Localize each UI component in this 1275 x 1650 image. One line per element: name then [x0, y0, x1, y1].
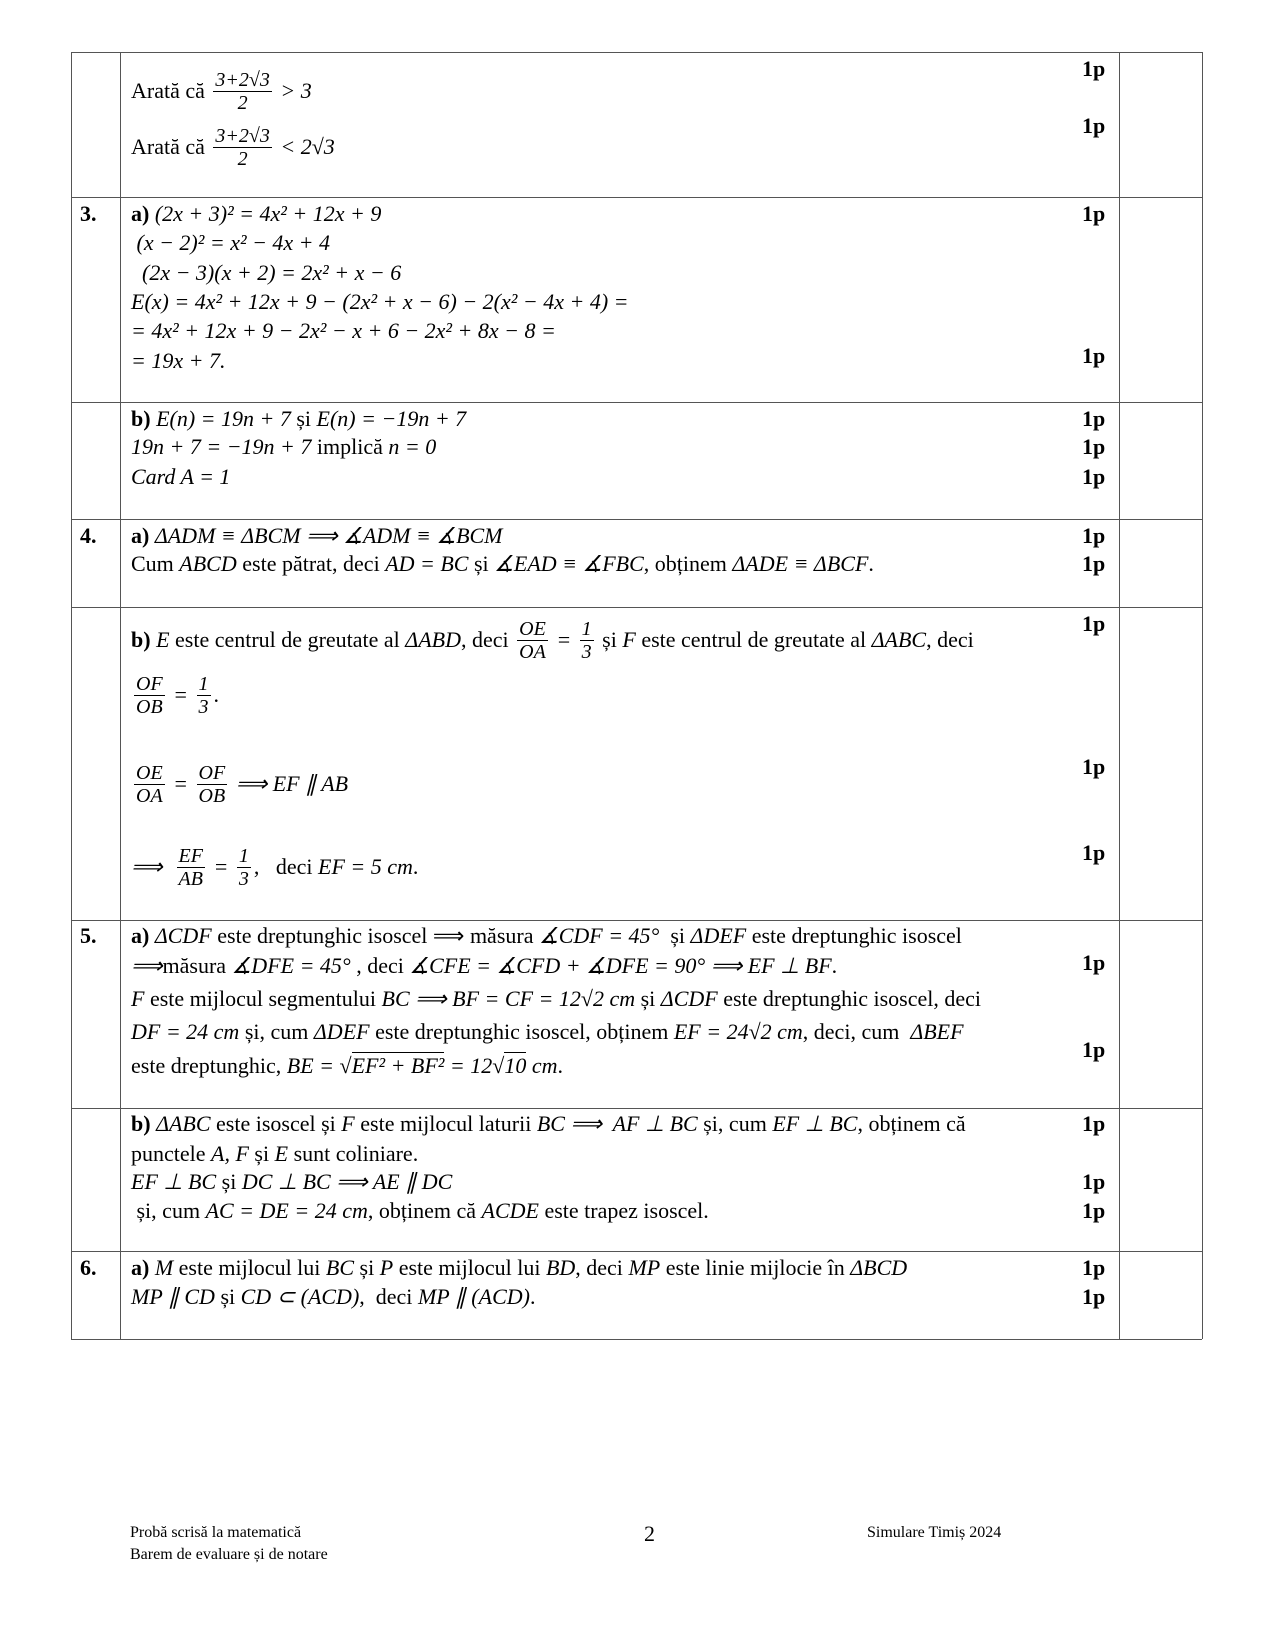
text: punctele	[131, 1141, 212, 1166]
solution-line	[131, 287, 629, 317]
solution-line	[131, 1017, 964, 1047]
text: și	[635, 986, 661, 1011]
math-expression: ΔABC	[156, 1111, 211, 1136]
text: este mijlocul lui	[173, 1255, 326, 1280]
text: .	[529, 1284, 536, 1309]
math-expression: > 3	[274, 78, 312, 103]
fraction-numerator: 1	[238, 844, 249, 867]
fraction-numerator: OF	[198, 761, 226, 784]
text: este dreptunghic,	[131, 1053, 287, 1078]
math-expression: BC ⟹ AF ⊥ BC	[536, 1111, 698, 1136]
points-label: 1p	[1082, 950, 1106, 975]
points-label: 1p	[1082, 551, 1106, 576]
text: și	[214, 1284, 241, 1309]
math-expression: ΔADE ≡ ΔBCF	[732, 551, 869, 576]
fraction	[197, 762, 228, 807]
fraction-numerator: OF	[136, 672, 163, 695]
text: , deci	[460, 627, 515, 652]
table-border	[71, 1339, 1202, 1340]
solution-line	[131, 761, 349, 807]
math-expression: F	[341, 1111, 355, 1136]
math-expression: =	[207, 854, 234, 879]
solution-line	[131, 549, 874, 579]
solution-line	[131, 462, 230, 492]
text: este mijlocul laturii	[354, 1111, 537, 1136]
text: , deci, cum	[802, 1019, 911, 1044]
subpoint-label: b)	[131, 1111, 157, 1136]
text: , deci	[575, 1255, 629, 1280]
points-label: 1p	[1082, 1169, 1106, 1194]
math-expression: ∡EAD ≡ ∡FBC	[494, 551, 644, 576]
points-label: 1p	[1082, 56, 1106, 81]
math-expression: = 4x² + 12x + 9 − 2x² − x + 6 − 2x² + 8x − 8 =	[131, 318, 556, 343]
row-divider	[71, 402, 1202, 403]
item-number: 3.	[80, 201, 97, 226]
solution-line	[131, 617, 974, 663]
text: , deci	[253, 854, 318, 879]
fraction-denominator: AB	[178, 867, 203, 890]
math-expression: ΔBEF	[910, 1019, 964, 1044]
solution-line	[131, 844, 419, 890]
text: este dreptunghic isoscel ⟹ măsura	[211, 923, 539, 948]
text: este dreptunghic isoscel, obținem	[369, 1019, 674, 1044]
solution-line	[131, 1167, 452, 1197]
fraction-numerator: OE	[519, 617, 546, 640]
math-expression: (2x − 3)(x + 2) = 2x² + x − 6	[131, 260, 402, 285]
math-expression: MP	[628, 1255, 661, 1280]
text: și	[216, 1169, 242, 1194]
points-label: 1p	[1082, 464, 1106, 489]
item-number: 5.	[80, 923, 97, 948]
fraction	[213, 69, 271, 114]
points-label: 1p	[1082, 1284, 1106, 1309]
solution-line	[131, 316, 556, 346]
solution-line	[131, 404, 466, 434]
solution-line	[131, 921, 962, 951]
fraction	[237, 845, 251, 890]
points-label: 1p	[1082, 201, 1106, 226]
math-expression: =	[167, 682, 194, 707]
text: este trapez isoscel.	[538, 1198, 709, 1223]
points-label: 1p	[1082, 523, 1106, 548]
subpoint-label: a)	[131, 1255, 155, 1280]
math-expression: ΔDEF	[313, 1019, 370, 1044]
radicand: 10	[504, 1053, 527, 1078]
math-expression: MP ∥ CD	[131, 1284, 215, 1309]
row-divider	[71, 519, 1202, 520]
solution-line	[131, 1109, 966, 1139]
text: este centrul de greutate al	[169, 627, 406, 652]
math-expression: EF ⊥ BC	[131, 1169, 217, 1194]
text: și, cum	[697, 1111, 773, 1136]
fraction-denominator: 3	[198, 695, 209, 718]
math-expression: ⟹	[131, 854, 174, 879]
subpoint-label: a)	[131, 523, 155, 548]
math-expression: P	[379, 1255, 394, 1280]
solution-line	[131, 124, 335, 170]
solution-line	[131, 1139, 418, 1169]
fraction-denominator: OA	[136, 784, 163, 807]
subpoint-label: b)	[131, 406, 157, 431]
math-expression: Card A = 1	[131, 464, 231, 489]
points-label: 1p	[1082, 434, 1106, 459]
math-expression: A, F	[211, 1141, 249, 1166]
solution-line	[131, 984, 981, 1014]
radical-sign-icon: √	[492, 1053, 505, 1078]
math-expression: BD	[545, 1255, 576, 1280]
column-divider	[1119, 52, 1120, 1339]
math-expression: ΔCDF	[660, 986, 718, 1011]
item-number: 4.	[80, 523, 97, 548]
solution-line	[131, 672, 220, 718]
fraction-denominator: 2	[237, 147, 248, 170]
solution-line	[131, 432, 436, 462]
fraction-denominator: OB	[198, 784, 226, 807]
points-label: 1p	[1082, 1037, 1106, 1062]
math-expression: M	[154, 1255, 174, 1280]
math-expression: (x − 2)² = x² − 4x + 4	[131, 230, 331, 255]
math-expression: 19n + 7 = −19n + 7	[131, 434, 312, 459]
text: este centrul de greutate al	[635, 627, 872, 652]
math-expression: ⟹ EF ∥ AB	[230, 771, 349, 796]
points-label: 1p	[1082, 343, 1106, 368]
column-divider	[120, 52, 121, 1339]
points-label: 1p	[1082, 611, 1106, 636]
solution-line	[131, 1282, 535, 1312]
math-expression: E(x) = 4x² + 12x + 9 − (2x² + x − 6) − 2(x² − 4x + 4) =	[131, 289, 629, 314]
solution-line	[131, 1051, 563, 1081]
row-divider	[71, 197, 1202, 198]
text: și	[354, 1255, 380, 1280]
text: este dreptunghic isoscel, deci	[717, 986, 982, 1011]
fraction-numerator: 3+2√3	[215, 124, 270, 147]
fraction	[213, 125, 271, 170]
math-expression: DC ⊥ BC ⟹ AE ∥ DC	[241, 1169, 453, 1194]
math-expression: ACDE	[481, 1198, 539, 1223]
math-expression: ΔBCD	[850, 1255, 908, 1280]
text: , deci	[359, 1284, 418, 1309]
math-expression: F	[622, 627, 636, 652]
fraction-denominator: OB	[136, 695, 163, 718]
math-expression: ⟹	[131, 953, 163, 978]
fraction-denominator: 2	[237, 91, 248, 114]
math-expression: EF = 24√2 cm	[673, 1019, 803, 1044]
fraction-numerator: 1	[581, 617, 592, 640]
text: este mijlocul lui	[393, 1255, 546, 1280]
math-expression: AD = BC	[385, 551, 469, 576]
math-expression: E(n) = −19n + 7	[316, 406, 467, 431]
radical-sign-icon: √	[339, 1053, 352, 1078]
subpoint-label: b)	[131, 627, 157, 652]
math-expression: EF ⊥ BC	[772, 1111, 858, 1136]
math-expression: = 19x + 7.	[131, 348, 226, 373]
item-number: 6.	[80, 1255, 97, 1280]
solution-line	[131, 258, 401, 288]
math-expression: E(n) = 19n + 7	[156, 406, 291, 431]
points-label: 1p	[1082, 1111, 1106, 1136]
solution-line	[131, 1253, 907, 1283]
math-expression: =	[167, 771, 194, 796]
text: , obținem că	[367, 1198, 482, 1223]
math-expression: n = 0	[388, 434, 437, 459]
text: și, cum	[131, 1198, 206, 1223]
text: este dreptunghic isoscel	[746, 923, 962, 948]
text: Arată că	[131, 134, 211, 159]
text: este pătrat, deci	[236, 551, 386, 576]
math-expression: CD ⊂ (ACD)	[240, 1284, 360, 1309]
text: .	[557, 1053, 563, 1078]
math-expression: ΔABC	[871, 627, 927, 652]
radicand: EF² + BF²	[351, 1053, 445, 1078]
text: .	[831, 953, 838, 978]
fraction	[177, 845, 205, 890]
text: și	[290, 406, 317, 431]
text: sunt coliniare.	[288, 1141, 419, 1166]
math-expression: = 12	[444, 1053, 493, 1078]
math-expression: E	[274, 1141, 289, 1166]
text: este mijlocul segmentului	[144, 986, 382, 1011]
math-expression: ABCD	[179, 551, 237, 576]
math-expression: (2x + 3)² = 4x² + 12x + 9	[154, 201, 382, 226]
points-label: 1p	[1082, 1255, 1106, 1280]
square-root	[340, 1051, 445, 1081]
math-expression: E	[156, 627, 170, 652]
fraction-numerator: EF	[178, 844, 203, 867]
fraction-numerator: OE	[136, 761, 163, 784]
solution-line	[131, 521, 503, 551]
solution-line	[131, 68, 312, 114]
text: și, cum	[239, 1019, 314, 1044]
table-border	[71, 52, 72, 1339]
fraction-numerator: 1	[198, 672, 209, 695]
text: , deci	[350, 953, 410, 978]
text: implică	[311, 434, 389, 459]
points-label: 1p	[1082, 840, 1106, 865]
text: Cum	[131, 551, 180, 576]
points-label: 1p	[1082, 406, 1106, 431]
math-expression: ∡CFE = ∡CFD + ∡DFE = 90° ⟹ EF ⊥ BF	[409, 953, 832, 978]
fraction	[580, 618, 594, 663]
solution-line	[131, 228, 330, 258]
fraction-denominator: 3	[238, 867, 249, 890]
math-expression: ΔCDF	[154, 923, 212, 948]
text: și	[468, 551, 495, 576]
points-label: 1p	[1082, 1198, 1106, 1223]
math-expression: ∡DFE = 45°	[231, 953, 351, 978]
points-label: 1p	[1082, 754, 1106, 779]
solution-line	[131, 1196, 709, 1226]
math-expression: BC ⟹ BF = CF = 12√2 cm	[381, 986, 636, 1011]
text: și	[248, 1141, 275, 1166]
row-divider	[71, 607, 1202, 608]
fraction-numerator: 3+2√3	[215, 68, 270, 91]
math-expression: < 2√3	[274, 134, 335, 159]
math-expression: BE =	[286, 1053, 340, 1078]
text: .	[213, 682, 220, 707]
subpoint-label: a)	[131, 201, 155, 226]
math-expression: DF = 24 cm	[131, 1019, 240, 1044]
square-root	[492, 1051, 526, 1081]
text: , obținem	[643, 551, 733, 576]
solution-line	[131, 346, 225, 376]
text: , obținem că	[857, 1111, 966, 1136]
page-number: 2	[644, 1521, 655, 1546]
math-expression: ΔABD	[405, 627, 461, 652]
math-expression: MP ∥ (ACD)	[417, 1284, 530, 1309]
solution-line	[131, 951, 837, 981]
footer-exam-title: Probă scrisă la matematică	[130, 1524, 302, 1541]
footer-scheme-title: Barem de evaluare și de notare	[130, 1546, 328, 1563]
footer-right: Simulare Timiș 2024	[867, 1524, 1002, 1541]
math-expression: ΔDEF	[690, 923, 747, 948]
row-divider	[71, 1251, 1202, 1252]
text: este isoscel și	[210, 1111, 342, 1136]
math-expression: AC = DE = 24 cm	[205, 1198, 368, 1223]
solution-line	[131, 199, 381, 229]
text: Arată că	[131, 78, 211, 103]
text: și	[596, 627, 623, 652]
fraction-denominator: 3	[581, 640, 592, 663]
subpoint-label: a)	[131, 923, 155, 948]
fraction	[517, 618, 548, 663]
math-expression: BC	[325, 1255, 355, 1280]
text: .	[868, 551, 874, 576]
math-expression: =	[550, 627, 577, 652]
footer-left	[130, 1522, 328, 1566]
table-border	[71, 52, 1202, 53]
math-expression: F	[131, 986, 145, 1011]
math-expression: cm	[526, 1053, 558, 1078]
fraction	[134, 762, 165, 807]
points-label: 1p	[1082, 113, 1106, 138]
text: .	[412, 854, 419, 879]
text: măsura	[162, 953, 232, 978]
math-expression: EF = 5 cm	[318, 854, 413, 879]
fraction	[134, 673, 165, 718]
math-expression: ΔADM ≡ ΔBCM ⟹ ∡ADM ≡ ∡BCM	[154, 523, 503, 548]
text: este linie mijlocie în	[660, 1255, 851, 1280]
math-expression: ∡CDF = 45°	[538, 923, 660, 948]
text: și	[659, 923, 691, 948]
table-border	[1202, 52, 1203, 1339]
fraction-denominator: OA	[519, 640, 546, 663]
fraction	[197, 673, 211, 718]
text: , deci	[926, 627, 974, 652]
